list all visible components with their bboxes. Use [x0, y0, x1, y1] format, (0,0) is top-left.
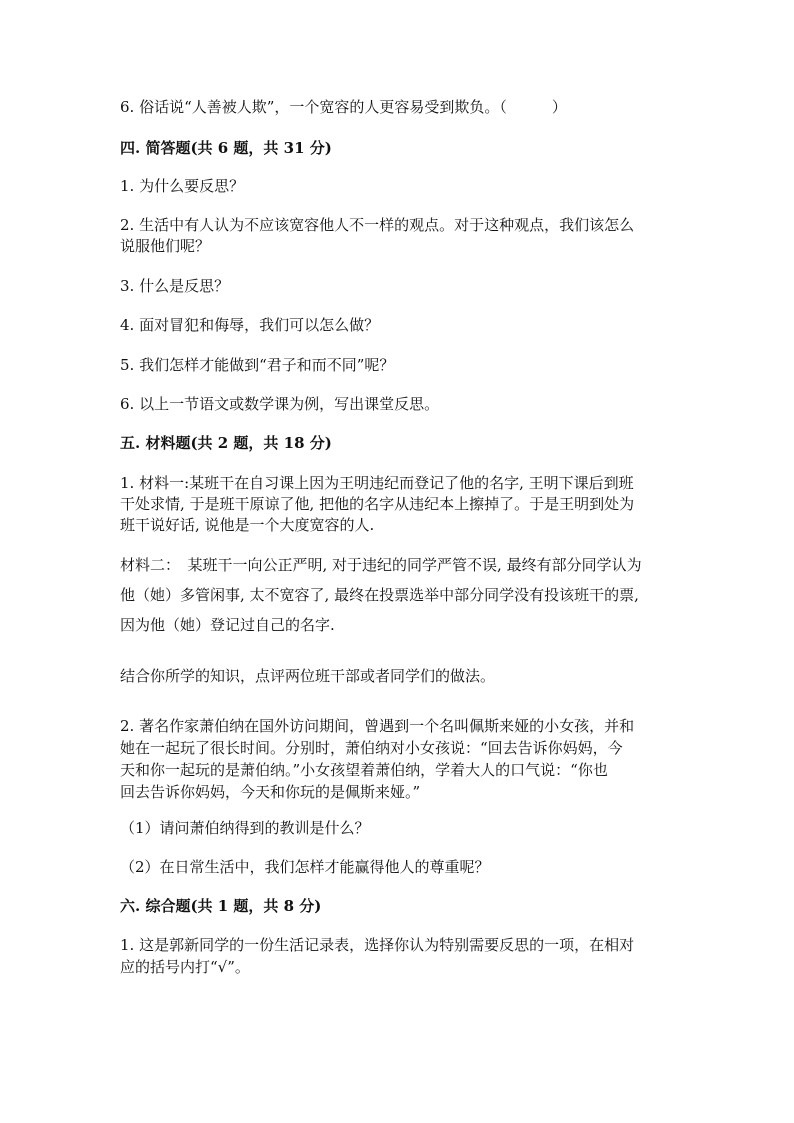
material-2-line-b: 她在一起玩了很长时间。分别时，萧伯纳对小女孩说：“回去告诉你妈妈，今 [120, 739, 623, 757]
comprehensive-q1-line2: 应的括号内打“√”。 [120, 958, 250, 976]
section-5-title: 五. 材料题(共 2 题，共 18 分) [120, 434, 332, 452]
material-2-sub-question-1: （1）请问萧伯纳得到的教训是什么？ [120, 819, 370, 837]
material-1-line2: 干处求情, 于是班干原谅了他, 把他的名字从违纪本上擦掉了。于是王明到处为 [120, 495, 635, 513]
short-answer-q4: 4. 面对冒犯和侮辱，我们可以怎么做？ [120, 316, 380, 334]
comprehensive-q1-line1: 1. 这是郭新同学的一份生活记录表，选择你认为特别需要反思的一项，在相对 [120, 936, 635, 954]
short-answer-q3: 3. 什么是反思？ [120, 277, 230, 295]
material-1-line1: 1. 材料一:某班干在自习课上因为王明违纪而登记了他的名字, 王明下课后到班 [120, 474, 634, 492]
material-2-line-a: 2. 著名作家萧伯纳在国外访问期间，曾遇到一个名叫佩斯来娅的小女孩，并和 [120, 717, 635, 735]
judgement-question-6: 6. 俗话说“人善被人欺”，一个宽容的人更容易受到欺负。（ ） [120, 98, 567, 116]
material-2-line2: 他（她）多管闲事, 太不宽容了, 最终在投票选举中部分同学没有投该班干的票, [120, 586, 639, 604]
short-answer-q6: 6. 以上一节语文或数学课为例，写出课堂反思。 [120, 395, 440, 413]
material-1-question: 结合你所学的知识，点评两位班干部或者同学们的做法。 [120, 667, 496, 685]
section-4-title: 四. 简答题(共 6 题，共 31 分) [120, 139, 332, 157]
section-6-title: 六. 综合题(共 1 题，共 8 分) [120, 897, 322, 915]
short-answer-q2-line1: 2. 生活中有人认为不应该宽容他人不一样的观点。对于这种观点，我们该怎么 [120, 216, 635, 234]
material-2-line1: 材料二： 某班干一向公正严明, 对于违纪的同学严管不误, 最终有部分同学认为 [120, 556, 642, 574]
material-2-line3: 因为他（她）登记过自己的名字. [120, 616, 335, 634]
short-answer-q1: 1. 为什么要反思？ [120, 177, 245, 195]
short-answer-q5: 5. 我们怎样才能做到“君子和而不同”呢？ [120, 356, 395, 374]
material-2-line-d: 回去告诉你妈妈，今天和你玩的是佩斯来娅。” [120, 783, 421, 801]
material-2-line-c: 天和你一起玩的是萧伯纳。”小女孩望着萧伯纳，学着大人的口气说：“你也 [120, 761, 608, 779]
material-2-sub-question-2: （2）在日常生活中，我们怎样才能赢得他人的尊重呢？ [120, 858, 490, 876]
material-1-line3: 班干说好话, 说他是一个大度宽容的人. [120, 516, 375, 534]
short-answer-q2-line2: 说服他们呢？ [120, 237, 211, 255]
